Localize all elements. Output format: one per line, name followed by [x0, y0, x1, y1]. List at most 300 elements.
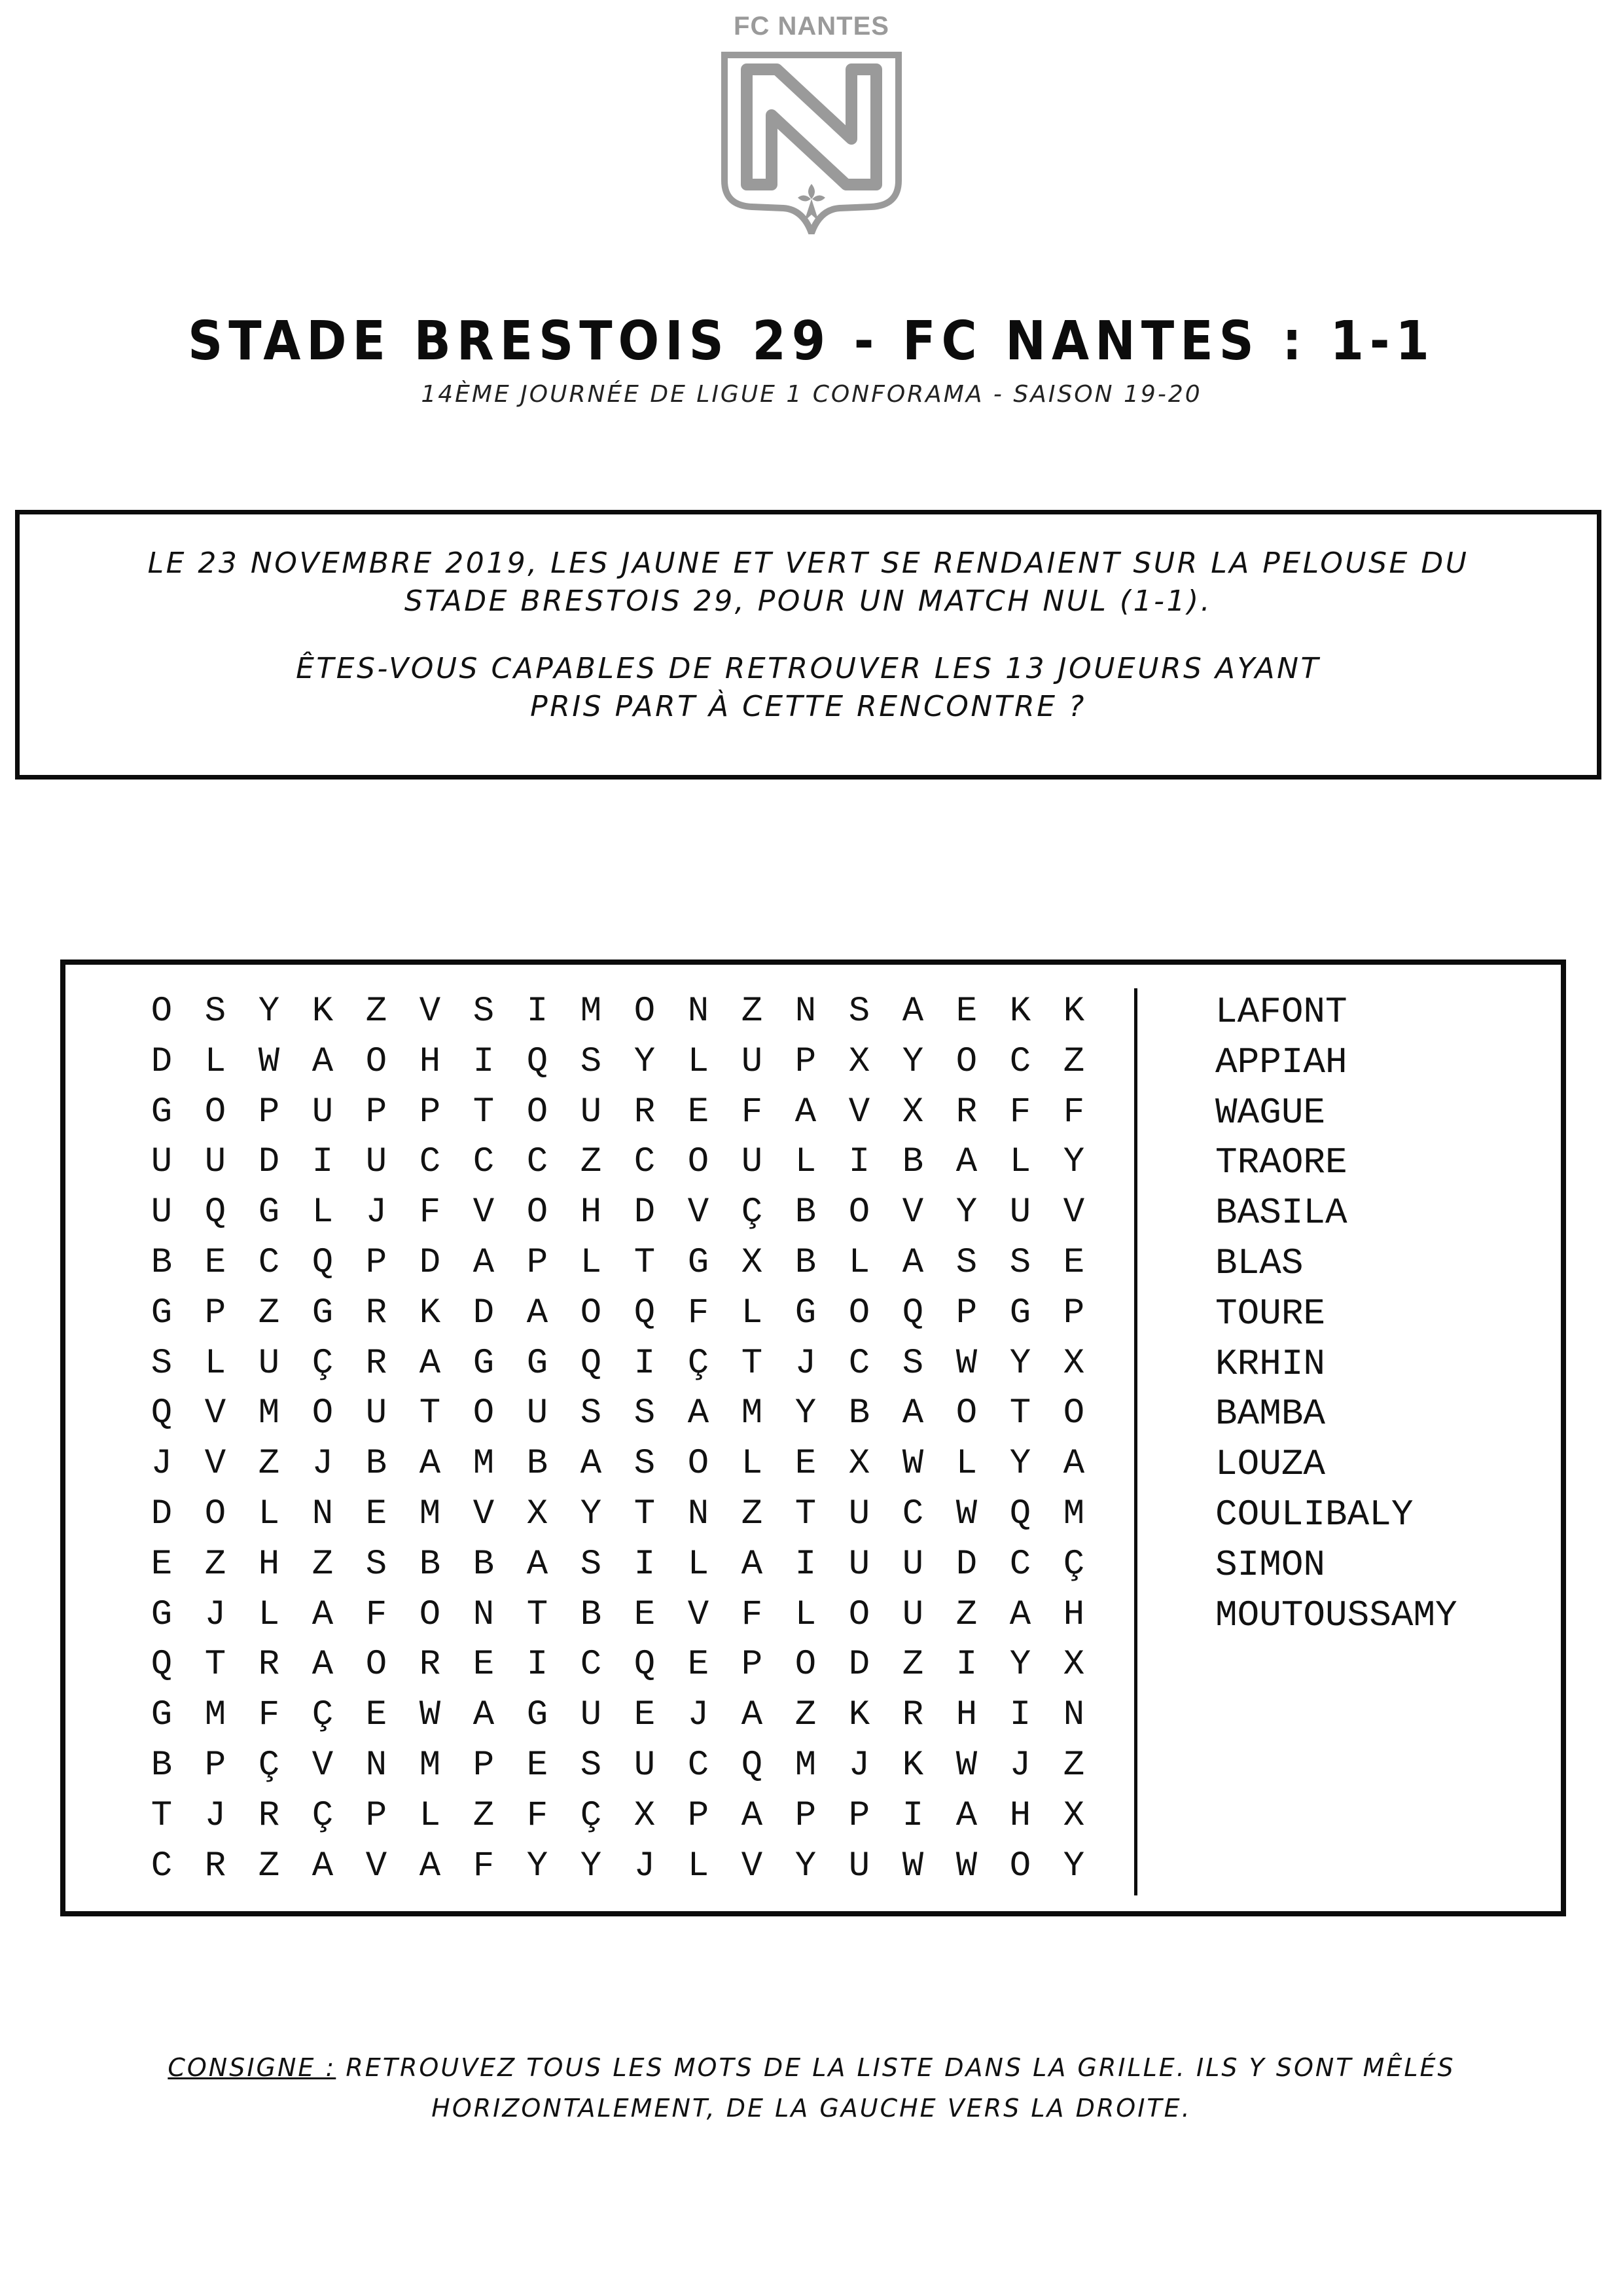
grid-cell[interactable]: O — [794, 1645, 817, 1685]
grid-cell[interactable]: B — [473, 1544, 495, 1585]
grid-cell[interactable]: G — [794, 1293, 817, 1333]
grid-cell[interactable]: N — [687, 1494, 709, 1534]
grid-cell[interactable]: U — [580, 1695, 602, 1736]
grid-cell[interactable]: A — [580, 1444, 602, 1484]
grid-cell[interactable]: L — [741, 1293, 763, 1333]
grid-cell[interactable]: U — [365, 1393, 387, 1434]
grid-cell[interactable]: U — [151, 1142, 173, 1183]
grid-cell[interactable]: Z — [741, 992, 763, 1031]
grid-cell[interactable]: F — [1009, 1092, 1031, 1132]
grid-cell[interactable]: B — [902, 1142, 924, 1183]
grid-cell[interactable]: M — [419, 1746, 441, 1785]
grid-cell[interactable]: Ç — [312, 1795, 334, 1836]
grid-cell[interactable]: P — [1063, 1293, 1085, 1333]
grid-cell[interactable]: W — [258, 1041, 280, 1082]
grid-cell[interactable]: G — [258, 1193, 280, 1233]
grid-cell[interactable]: R — [365, 1293, 387, 1333]
grid-cell[interactable]: L — [741, 1444, 763, 1484]
grid-cell[interactable]: R — [204, 1846, 226, 1886]
grid-cell[interactable]: E — [204, 1243, 226, 1283]
grid-cell[interactable]: Y — [633, 1041, 656, 1082]
grid-cell[interactable]: X — [1063, 1343, 1085, 1384]
grid-cell[interactable]: F — [258, 1695, 280, 1736]
grid-cell[interactable]: M — [258, 1393, 280, 1434]
grid-cell[interactable]: E — [365, 1494, 387, 1534]
grid-cell[interactable]: Ç — [312, 1695, 334, 1736]
grid-cell[interactable]: B — [365, 1444, 387, 1484]
grid-cell[interactable]: C — [902, 1494, 924, 1534]
grid-cell[interactable]: Ç — [1063, 1544, 1085, 1585]
grid-cell[interactable]: S — [151, 1343, 173, 1384]
grid-cell[interactable]: Z — [902, 1645, 924, 1685]
grid-cell[interactable]: E — [687, 1645, 709, 1685]
grid-cell[interactable]: G — [526, 1343, 548, 1384]
grid-cell[interactable]: P — [473, 1746, 495, 1785]
grid-cell[interactable]: G — [151, 1695, 173, 1736]
grid-cell[interactable]: P — [848, 1795, 870, 1836]
grid-cell[interactable]: Y — [580, 1494, 602, 1534]
grid-cell[interactable]: L — [794, 1594, 817, 1635]
grid-cell[interactable]: H — [1063, 1594, 1085, 1635]
grid-cell[interactable]: I — [848, 1142, 870, 1183]
grid-cell[interactable]: B — [151, 1746, 173, 1785]
grid-cell[interactable]: Y — [794, 1393, 817, 1434]
grid-cell[interactable]: Y — [902, 1041, 924, 1082]
grid-cell[interactable]: J — [312, 1444, 334, 1484]
grid-cell[interactable]: O — [687, 1444, 709, 1484]
grid-cell[interactable]: V — [1063, 1193, 1085, 1233]
grid-cell[interactable]: W — [955, 1494, 978, 1534]
grid-cell[interactable]: N — [473, 1594, 495, 1635]
grid-cell[interactable]: A — [419, 1343, 441, 1384]
grid-cell[interactable]: O — [955, 1393, 978, 1434]
grid-cell[interactable]: Q — [580, 1343, 602, 1384]
grid-cell[interactable]: U — [365, 1142, 387, 1183]
grid-cell[interactable]: T — [633, 1494, 656, 1534]
grid-cell[interactable]: Q — [526, 1041, 548, 1082]
grid-cell[interactable]: C — [151, 1846, 173, 1886]
grid-cell[interactable]: E — [473, 1645, 495, 1685]
grid-cell[interactable]: A — [955, 1795, 978, 1836]
grid-cell[interactable]: P — [741, 1645, 763, 1685]
grid-cell[interactable]: O — [848, 1594, 870, 1635]
grid-cell[interactable]: U — [526, 1393, 548, 1434]
grid-cell[interactable]: A — [741, 1695, 763, 1736]
grid-cell[interactable]: X — [902, 1092, 924, 1132]
grid-cell[interactable]: N — [365, 1746, 387, 1785]
grid-cell[interactable]: U — [848, 1494, 870, 1534]
grid-cell[interactable]: Q — [312, 1243, 334, 1283]
grid-cell[interactable]: O — [365, 1645, 387, 1685]
grid-cell[interactable]: F — [1063, 1092, 1085, 1132]
grid-cell[interactable]: U — [902, 1594, 924, 1635]
grid-cell[interactable]: I — [526, 992, 548, 1031]
grid-cell[interactable]: T — [526, 1594, 548, 1635]
grid-cell[interactable]: J — [204, 1594, 226, 1635]
grid-cell[interactable]: S — [633, 1393, 656, 1434]
grid-cell[interactable]: X — [1063, 1645, 1085, 1685]
grid-cell[interactable]: R — [258, 1795, 280, 1836]
grid-cell[interactable]: V — [473, 1193, 495, 1233]
grid-cell[interactable]: N — [1063, 1695, 1085, 1736]
grid-cell[interactable]: D — [633, 1193, 656, 1233]
grid-cell[interactable]: J — [633, 1846, 656, 1886]
grid-cell[interactable]: W — [419, 1695, 441, 1736]
grid-cell[interactable]: M — [204, 1695, 226, 1736]
grid-cell[interactable]: W — [902, 1846, 924, 1886]
grid-cell[interactable]: A — [526, 1544, 548, 1585]
grid-cell[interactable]: S — [902, 1343, 924, 1384]
grid-cell[interactable]: R — [258, 1645, 280, 1685]
grid-cell[interactable]: Ç — [258, 1746, 280, 1785]
grid-cell[interactable]: D — [151, 1494, 173, 1534]
grid-cell[interactable]: Z — [258, 1846, 280, 1886]
grid-cell[interactable]: I — [794, 1544, 817, 1585]
grid-cell[interactable]: T — [794, 1494, 817, 1534]
grid-cell[interactable]: X — [848, 1041, 870, 1082]
grid-cell[interactable]: P — [955, 1293, 978, 1333]
grid-cell[interactable]: O — [419, 1594, 441, 1635]
grid-cell[interactable]: U — [848, 1846, 870, 1886]
grid-cell[interactable]: G — [526, 1695, 548, 1736]
grid-cell[interactable]: Y — [526, 1846, 548, 1886]
grid-cell[interactable]: Q — [151, 1645, 173, 1685]
grid-cell[interactable]: L — [687, 1041, 709, 1082]
grid-cell[interactable]: U — [633, 1746, 656, 1785]
grid-cell[interactable]: A — [473, 1695, 495, 1736]
grid-cell[interactable]: M — [1063, 1494, 1085, 1534]
grid-cell[interactable]: A — [955, 1142, 978, 1183]
grid-cell[interactable]: A — [526, 1293, 548, 1333]
grid-cell[interactable]: N — [312, 1494, 334, 1534]
grid-cell[interactable]: Ç — [687, 1343, 709, 1384]
grid-cell[interactable]: V — [848, 1092, 870, 1132]
grid-cell[interactable]: O — [526, 1092, 548, 1132]
grid-cell[interactable]: R — [419, 1645, 441, 1685]
grid-cell[interactable]: O — [955, 1041, 978, 1082]
grid-cell[interactable]: P — [794, 1795, 817, 1836]
grid-cell[interactable]: T — [204, 1645, 226, 1685]
grid-cell[interactable]: D — [258, 1142, 280, 1183]
grid-cell[interactable]: Q — [1009, 1494, 1031, 1534]
grid-cell[interactable]: U — [848, 1544, 870, 1585]
grid-cell[interactable]: X — [526, 1494, 548, 1534]
grid-cell[interactable]: C — [633, 1142, 656, 1183]
grid-cell[interactable]: Y — [955, 1193, 978, 1233]
grid-cell[interactable]: O — [848, 1193, 870, 1233]
grid-cell[interactable]: L — [312, 1193, 334, 1233]
grid-cell[interactable]: M — [473, 1444, 495, 1484]
grid-cell[interactable]: P — [365, 1795, 387, 1836]
grid-cell[interactable]: S — [580, 1393, 602, 1434]
grid-cell[interactable]: L — [687, 1846, 709, 1886]
grid-cell[interactable]: L — [204, 1041, 226, 1082]
grid-cell[interactable]: V — [312, 1746, 334, 1785]
grid-cell[interactable]: T — [633, 1243, 656, 1283]
grid-cell[interactable]: Ç — [312, 1343, 334, 1384]
grid-cell[interactable]: U — [1009, 1193, 1031, 1233]
grid-cell[interactable]: R — [365, 1343, 387, 1384]
grid-cell[interactable]: L — [955, 1444, 978, 1484]
grid-cell[interactable]: L — [794, 1142, 817, 1183]
grid-cell[interactable]: A — [419, 1444, 441, 1484]
grid-cell[interactable]: L — [419, 1795, 441, 1836]
grid-cell[interactable]: G — [1009, 1293, 1031, 1333]
grid-cell[interactable]: A — [1063, 1444, 1085, 1484]
grid-cell[interactable]: U — [580, 1092, 602, 1132]
grid-cell[interactable]: A — [741, 1544, 763, 1585]
grid-cell[interactable]: Y — [1063, 1142, 1085, 1183]
grid-cell[interactable]: Y — [258, 992, 280, 1031]
grid-cell[interactable]: Q — [204, 1193, 226, 1233]
grid-cell[interactable]: F — [419, 1193, 441, 1233]
grid-cell[interactable]: Q — [633, 1645, 656, 1685]
grid-cell[interactable]: Z — [473, 1795, 495, 1836]
grid-cell[interactable]: S — [580, 1746, 602, 1785]
grid-cell[interactable]: Z — [258, 1444, 280, 1484]
grid-cell[interactable]: C — [687, 1746, 709, 1785]
grid-cell[interactable]: V — [419, 992, 441, 1031]
grid-cell[interactable]: M — [741, 1393, 763, 1434]
grid-cell[interactable]: A — [902, 1393, 924, 1434]
grid-cell[interactable]: Z — [1063, 1041, 1085, 1082]
grid-cell[interactable]: V — [204, 1393, 226, 1434]
grid-cell[interactable]: T — [1009, 1393, 1031, 1434]
grid-cell[interactable]: Z — [365, 992, 387, 1031]
grid-cell[interactable]: V — [365, 1846, 387, 1886]
grid-cell[interactable]: S — [955, 1243, 978, 1283]
grid-cell[interactable]: Z — [204, 1544, 226, 1585]
grid-cell[interactable]: Y — [794, 1846, 817, 1886]
grid-cell[interactable]: V — [473, 1494, 495, 1534]
grid-cell[interactable]: P — [526, 1243, 548, 1283]
grid-cell[interactable]: S — [580, 1544, 602, 1585]
grid-cell[interactable]: E — [955, 992, 978, 1031]
grid-cell[interactable]: G — [312, 1293, 334, 1333]
grid-cell[interactable]: G — [151, 1092, 173, 1132]
grid-cell[interactable]: Y — [1009, 1645, 1031, 1685]
grid-cell[interactable]: C — [848, 1343, 870, 1384]
grid-cell[interactable]: L — [258, 1594, 280, 1635]
grid-cell[interactable]: G — [473, 1343, 495, 1384]
grid-cell[interactable]: O — [312, 1393, 334, 1434]
grid-cell[interactable]: A — [794, 1092, 817, 1132]
grid-cell[interactable]: W — [955, 1343, 978, 1384]
grid-cell[interactable]: F — [687, 1293, 709, 1333]
grid-cell[interactable]: O — [473, 1393, 495, 1434]
grid-cell[interactable]: V — [902, 1193, 924, 1233]
grid-cell[interactable]: K — [312, 992, 334, 1031]
grid-cell[interactable]: D — [473, 1293, 495, 1333]
grid-cell[interactable]: F — [741, 1092, 763, 1132]
grid-cell[interactable]: J — [1009, 1746, 1031, 1785]
grid-cell[interactable]: R — [633, 1092, 656, 1132]
grid-cell[interactable]: A — [312, 1846, 334, 1886]
grid-cell[interactable]: H — [419, 1041, 441, 1082]
grid-cell[interactable]: V — [687, 1594, 709, 1635]
grid-cell[interactable]: Ç — [580, 1795, 602, 1836]
grid-cell[interactable]: P — [204, 1293, 226, 1333]
grid-cell[interactable]: R — [955, 1092, 978, 1132]
grid-cell[interactable]: B — [151, 1243, 173, 1283]
grid-cell[interactable]: L — [1009, 1142, 1031, 1183]
grid-cell[interactable]: P — [365, 1092, 387, 1132]
grid-cell[interactable]: I — [312, 1142, 334, 1183]
grid-cell[interactable]: S — [473, 992, 495, 1031]
grid-cell[interactable]: D — [419, 1243, 441, 1283]
grid-cell[interactable]: H — [258, 1544, 280, 1585]
grid-cell[interactable]: V — [687, 1193, 709, 1233]
grid-cell[interactable]: W — [955, 1746, 978, 1785]
grid-cell[interactable]: C — [258, 1243, 280, 1283]
grid-cell[interactable]: P — [204, 1746, 226, 1785]
grid-cell[interactable]: C — [580, 1645, 602, 1685]
grid-cell[interactable]: T — [473, 1092, 495, 1132]
grid-cell[interactable]: J — [151, 1444, 173, 1484]
grid-cell[interactable]: C — [1009, 1041, 1031, 1082]
grid-cell[interactable]: A — [1009, 1594, 1031, 1635]
grid-cell[interactable]: Z — [580, 1142, 602, 1183]
grid-cell[interactable]: V — [741, 1846, 763, 1886]
grid-cell[interactable]: E — [526, 1746, 548, 1785]
grid-cell[interactable]: X — [1063, 1795, 1085, 1836]
grid-cell[interactable]: U — [258, 1343, 280, 1384]
grid-cell[interactable]: W — [902, 1444, 924, 1484]
grid-cell[interactable]: T — [419, 1393, 441, 1434]
grid-cell[interactable]: O — [1009, 1846, 1031, 1886]
grid-cell[interactable]: Y — [580, 1846, 602, 1886]
grid-cell[interactable]: I — [526, 1645, 548, 1685]
grid-cell[interactable]: I — [473, 1041, 495, 1082]
grid-cell[interactable]: O — [526, 1193, 548, 1233]
grid-cell[interactable]: E — [151, 1544, 173, 1585]
grid-cell[interactable]: A — [312, 1041, 334, 1082]
grid-cell[interactable]: T — [741, 1343, 763, 1384]
grid-cell[interactable]: B — [794, 1243, 817, 1283]
grid-cell[interactable]: A — [473, 1243, 495, 1283]
grid-cell[interactable]: D — [151, 1041, 173, 1082]
grid-cell[interactable]: P — [258, 1092, 280, 1132]
grid-cell[interactable]: B — [848, 1393, 870, 1434]
grid-cell[interactable]: X — [848, 1444, 870, 1484]
grid-cell[interactable]: A — [741, 1795, 763, 1836]
grid-cell[interactable]: V — [204, 1444, 226, 1484]
grid-cell[interactable]: Y — [1009, 1343, 1031, 1384]
grid-cell[interactable]: O — [204, 1092, 226, 1132]
grid-cell[interactable]: U — [902, 1544, 924, 1585]
grid-cell[interactable]: A — [902, 1243, 924, 1283]
grid-cell[interactable]: A — [312, 1594, 334, 1635]
grid-cell[interactable]: S — [633, 1444, 656, 1484]
grid-cell[interactable]: L — [687, 1544, 709, 1585]
grid-cell[interactable]: Ç — [741, 1193, 763, 1233]
grid-cell[interactable]: X — [633, 1795, 656, 1836]
grid-cell[interactable]: Z — [312, 1544, 334, 1585]
grid-cell[interactable]: K — [1009, 992, 1031, 1031]
grid-cell[interactable]: B — [526, 1444, 548, 1484]
grid-cell[interactable]: U — [204, 1142, 226, 1183]
grid-cell[interactable]: Z — [741, 1494, 763, 1534]
grid-cell[interactable]: Q — [633, 1293, 656, 1333]
grid-cell[interactable]: A — [902, 992, 924, 1031]
grid-cell[interactable]: F — [473, 1846, 495, 1886]
grid-cell[interactable]: C — [1009, 1544, 1031, 1585]
grid-cell[interactable]: I — [633, 1343, 656, 1384]
grid-cell[interactable]: W — [955, 1846, 978, 1886]
grid-cell[interactable]: J — [204, 1795, 226, 1836]
grid-cell[interactable]: B — [794, 1193, 817, 1233]
grid-cell[interactable]: C — [526, 1142, 548, 1183]
grid-cell[interactable]: M — [419, 1494, 441, 1534]
grid-cell[interactable]: E — [633, 1594, 656, 1635]
grid-cell[interactable]: I — [955, 1645, 978, 1685]
grid-cell[interactable]: E — [365, 1695, 387, 1736]
grid-cell[interactable]: H — [580, 1193, 602, 1233]
grid-cell[interactable]: H — [955, 1695, 978, 1736]
grid-cell[interactable]: U — [312, 1092, 334, 1132]
grid-cell[interactable]: L — [580, 1243, 602, 1283]
grid-cell[interactable]: E — [1063, 1243, 1085, 1283]
grid-cell[interactable]: P — [687, 1795, 709, 1836]
grid-cell[interactable]: I — [902, 1795, 924, 1836]
grid-cell[interactable]: Z — [794, 1695, 817, 1736]
grid-cell[interactable]: O — [848, 1293, 870, 1333]
grid-cell[interactable]: G — [687, 1243, 709, 1283]
grid-cell[interactable]: F — [526, 1795, 548, 1836]
grid-cell[interactable]: S — [365, 1544, 387, 1585]
grid-cell[interactable]: U — [741, 1041, 763, 1082]
grid-cell[interactable]: I — [1009, 1695, 1031, 1736]
grid-cell[interactable]: P — [365, 1243, 387, 1283]
grid-cell[interactable]: O — [365, 1041, 387, 1082]
grid-cell[interactable]: Q — [741, 1746, 763, 1785]
grid-cell[interactable]: J — [794, 1343, 817, 1384]
grid-cell[interactable]: J — [687, 1695, 709, 1736]
grid-cell[interactable]: K — [848, 1695, 870, 1736]
grid-cell[interactable]: Y — [1009, 1444, 1031, 1484]
grid-cell[interactable]: A — [419, 1846, 441, 1886]
grid-cell[interactable]: C — [473, 1142, 495, 1183]
grid-cell[interactable]: H — [1009, 1795, 1031, 1836]
grid-cell[interactable]: Z — [955, 1594, 978, 1635]
grid-cell[interactable]: O — [580, 1293, 602, 1333]
grid-cell[interactable]: J — [848, 1746, 870, 1785]
grid-cell[interactable]: P — [419, 1092, 441, 1132]
grid-cell[interactable]: S — [580, 1041, 602, 1082]
grid-cell[interactable]: S — [204, 992, 226, 1031]
grid-cell[interactable]: U — [741, 1142, 763, 1183]
grid-cell[interactable]: O — [687, 1142, 709, 1183]
grid-cell[interactable]: X — [741, 1243, 763, 1283]
grid-cell[interactable]: Y — [1063, 1846, 1085, 1886]
grid-cell[interactable]: D — [848, 1645, 870, 1685]
grid-cell[interactable]: O — [633, 992, 656, 1031]
grid-cell[interactable]: R — [902, 1695, 924, 1736]
grid-cell[interactable]: O — [151, 992, 173, 1031]
grid-cell[interactable]: O — [1063, 1393, 1085, 1434]
grid-cell[interactable]: E — [687, 1092, 709, 1132]
grid-cell[interactable]: Z — [258, 1293, 280, 1333]
grid-cell[interactable]: F — [741, 1594, 763, 1635]
grid-cell[interactable]: I — [633, 1544, 656, 1585]
grid-cell[interactable]: M — [580, 992, 602, 1031]
grid-cell[interactable]: C — [419, 1142, 441, 1183]
grid-cell[interactable]: N — [687, 992, 709, 1031]
grid-cell[interactable]: D — [955, 1544, 978, 1585]
grid-cell[interactable]: B — [580, 1594, 602, 1635]
grid-cell[interactable]: S — [848, 992, 870, 1031]
grid-cell[interactable]: E — [633, 1695, 656, 1736]
